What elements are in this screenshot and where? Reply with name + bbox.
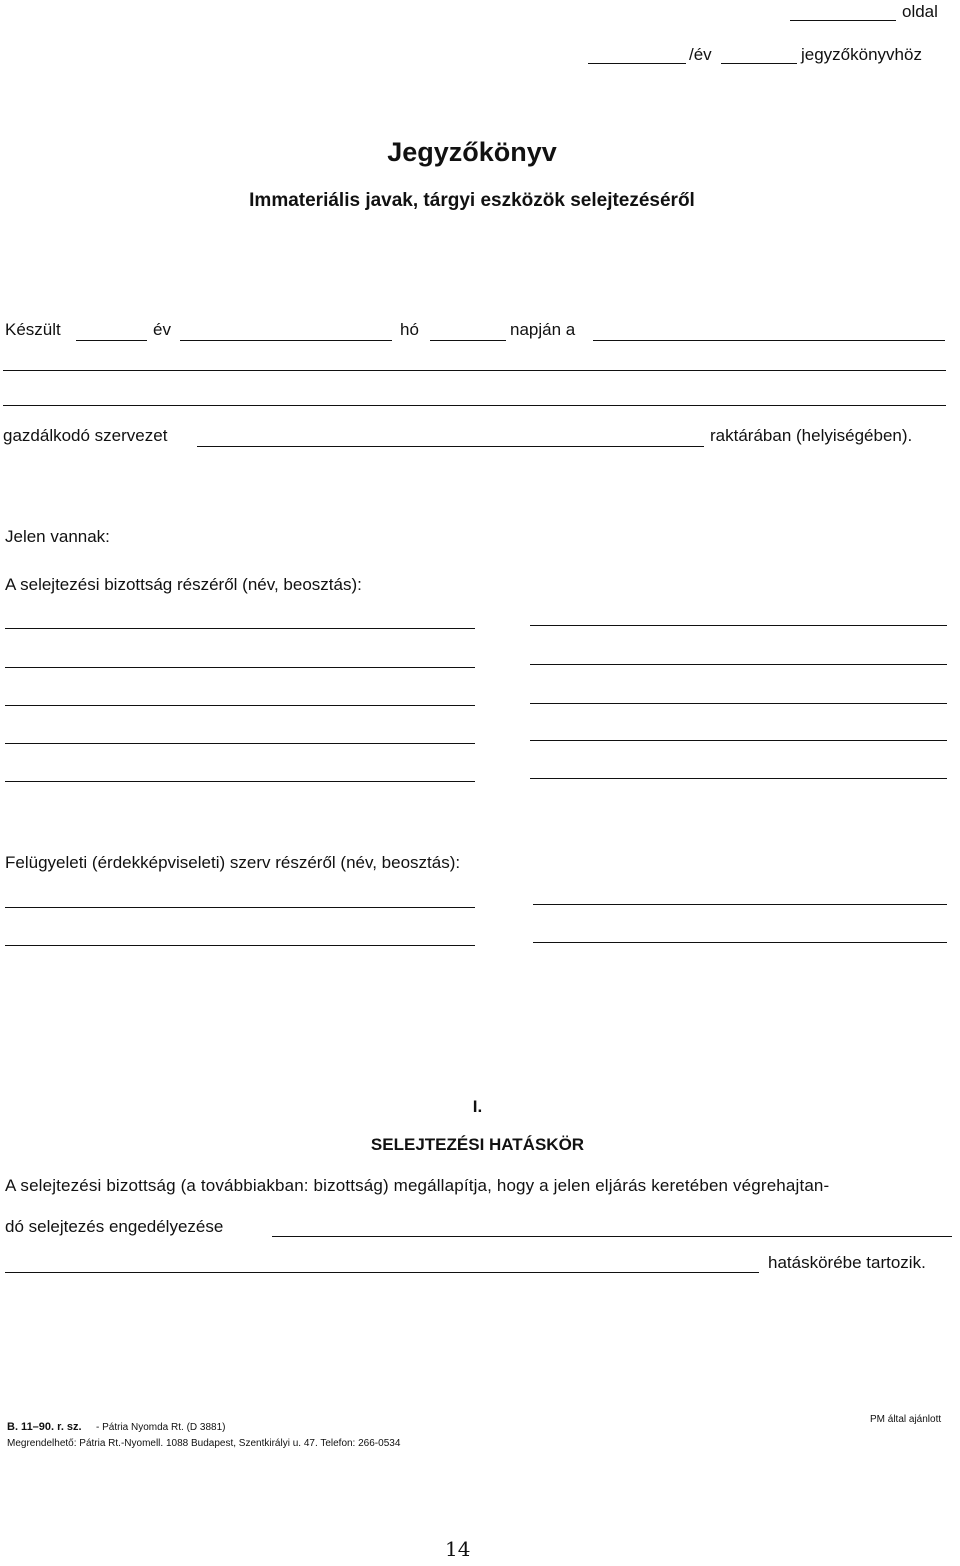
authority-blank-1[interactable]: [272, 1236, 952, 1237]
committee-blank-left-3[interactable]: [5, 705, 475, 706]
page-number-blank[interactable]: [790, 20, 896, 21]
section-number: I.: [472, 1097, 483, 1116]
recommended-note: PM által ajánlott: [870, 1414, 942, 1425]
committee-blank-left-1[interactable]: [5, 628, 475, 629]
committee-label: A selejtezési bizottság részéről (név, beosztás):: [5, 575, 362, 594]
supervisory-blank-left-1[interactable]: [5, 907, 475, 908]
made-year-blank[interactable]: [76, 340, 147, 341]
form-code: B. 11–90. r. sz.: [7, 1421, 82, 1433]
made-label: Készült: [5, 320, 61, 339]
document-subtitle: Immateriális javak, tárgyi eszközök selejtezéséről: [249, 190, 695, 211]
location-blank-1[interactable]: [593, 340, 945, 341]
document-title: Jegyzőkönyv: [387, 137, 557, 167]
order-info: Megrendelhető: Pátria Rt.-Nyomell. 1088 Budapest, Szentkirályi u. 47. Telefon: 266-0534: [7, 1438, 401, 1449]
supervisory-blank-right-1[interactable]: [533, 904, 947, 905]
committee-blank-left-4[interactable]: [5, 743, 475, 744]
page-number: 14: [445, 1537, 471, 1561]
committee-blank-left-5[interactable]: [5, 781, 475, 782]
printer-info: - Pátria Nyomda Rt. (D 3881): [96, 1422, 226, 1433]
minutes-ref-label: jegyzőkönyvhöz: [801, 45, 922, 64]
location-blank-2[interactable]: [3, 370, 946, 371]
page-label: oldal: [902, 2, 938, 21]
section-paragraph-line2: dó selejtezés engedélyezése: [5, 1217, 224, 1236]
committee-blank-right-4[interactable]: [530, 740, 947, 741]
committee-blank-right-5[interactable]: [530, 778, 947, 779]
made-month-blank[interactable]: [180, 340, 392, 341]
committee-blank-left-2[interactable]: [5, 667, 475, 668]
org-blank[interactable]: [197, 446, 704, 447]
day-word: napján a: [510, 320, 576, 339]
committee-blank-right-3[interactable]: [530, 703, 947, 704]
committee-blank-right-1[interactable]: [530, 625, 947, 626]
year-word: év: [153, 320, 171, 339]
section-paragraph-end: hatáskörébe tartozik.: [768, 1253, 926, 1272]
authority-blank-2[interactable]: [5, 1272, 759, 1273]
month-word: hó: [400, 320, 419, 339]
made-day-blank[interactable]: [430, 340, 506, 341]
section-title: SELEJTEZÉSI HATÁSKÖR: [370, 1135, 585, 1154]
year-label: /év: [689, 45, 712, 64]
supervisory-blank-left-2[interactable]: [5, 945, 475, 946]
supervisory-blank-right-2[interactable]: [533, 942, 947, 943]
minutes-year-blank[interactable]: [721, 63, 797, 64]
org-label: gazdálkodó szervezet: [3, 426, 168, 445]
minutes-number-blank[interactable]: [588, 63, 686, 64]
supervisory-label: Felügyeleti (érdekképviseleti) szerv részéről (név, beosztás):: [5, 853, 461, 872]
section-paragraph-line1: A selejtezési bizottság (a továbbiakban: bizottság) megállapítja, hogy a jelen eljárás keretében végrehajtan-: [5, 1176, 830, 1195]
committee-blank-right-2[interactable]: [530, 664, 947, 665]
location-blank-3[interactable]: [3, 405, 946, 406]
present-heading: Jelen vannak:: [5, 527, 110, 546]
warehouse-label: raktárában (helyiségében).: [710, 426, 913, 445]
